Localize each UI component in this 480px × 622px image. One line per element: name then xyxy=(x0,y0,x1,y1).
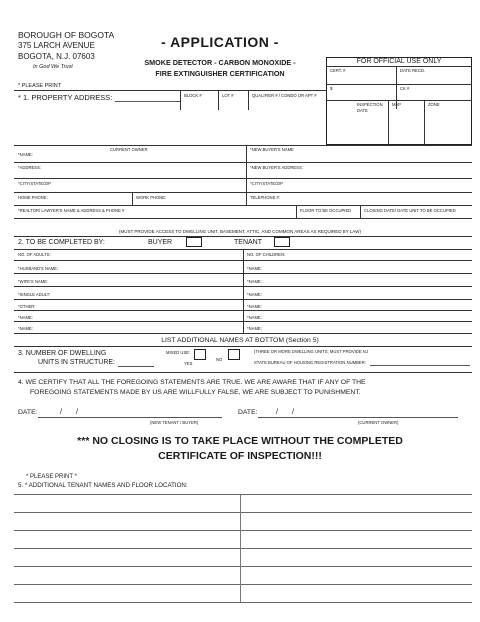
section3-line1: 3. NUMBER OF DWELLING xyxy=(18,350,107,357)
street-address: 375 LARCH AVENUE xyxy=(18,41,95,50)
registration-note-1: (THREE OR MORE DWELLING UNITS, MUST PROVIDE NJ xyxy=(254,349,368,354)
zone-label: ZONE xyxy=(428,102,440,107)
mixed-use-no-checkbox[interactable] xyxy=(228,349,240,360)
no-adults-label: NO. OF ADULTS: xyxy=(18,252,51,257)
current-owner-caption: (CURRENT OWNER) xyxy=(358,420,399,425)
realtor-label: *REALTOR/ LAWYER'S NAME & ADDRESS & PHONE # xyxy=(18,208,125,213)
left-name-row: *WIFE'S NAME: xyxy=(18,279,49,284)
dwelling-units-field[interactable] xyxy=(118,366,154,367)
official-use-title: FOR OFFICIAL USE ONLY xyxy=(356,58,442,65)
current-owner-label: CURRENT OWNER xyxy=(110,147,148,152)
date-slash: / xyxy=(292,409,294,416)
city-address: BOGOTA, N.J. 07603 xyxy=(18,52,95,61)
home-phone-label: HOME PHONE: xyxy=(18,195,48,200)
left-name-row: *NAME: xyxy=(18,326,33,331)
section5-label: 5. * ADDITIONAL TENANT NAMES AND FLOOR LOCATION: xyxy=(18,482,188,489)
owner-signature-line[interactable] xyxy=(258,417,458,418)
buyer-city-label: *CITY/STATE/ZIP xyxy=(250,181,283,186)
inspection-date-label: INSPECTION DATE xyxy=(357,102,383,113)
right-name-row: *NAME: xyxy=(247,266,262,271)
certify-line-1: 4. WE CERTIFY THAT ALL THE FOREGOING STATEMENTS ARE TRUE. WE ARE AWARE THAT IF ANY OF THE xyxy=(18,379,366,386)
right-name-row: *NAME: xyxy=(247,279,262,284)
closing-notice-1: *** NO CLOSING IS TO TAKE PLACE WITHOUT THE COMPLETED xyxy=(77,435,403,447)
date-slash: / xyxy=(60,409,62,416)
right-name-row: *NAME: xyxy=(247,326,262,331)
property-address-field[interactable] xyxy=(115,101,180,102)
buyer-checkbox[interactable] xyxy=(186,237,202,247)
dollar-label: $ xyxy=(330,86,333,91)
please-print-note: * PLEASE PRINT xyxy=(18,83,62,89)
date-slash: / xyxy=(76,409,78,416)
map-label: MAP xyxy=(392,102,402,107)
section3-line2: UNITS IN STRUCTURE: xyxy=(38,359,115,366)
mixed-use-yes-checkbox[interactable] xyxy=(194,349,206,360)
telephone-label: TELEPHONE #: xyxy=(250,195,281,200)
buyer-name-label: *NEW BUYER'S NAME xyxy=(250,147,294,152)
block-label: BLOCK # xyxy=(184,93,202,98)
owner-address-label: *ADDRESS: xyxy=(18,165,42,170)
official-use-box xyxy=(326,57,472,145)
section2-label: 2. TO BE COMPLETED BY: xyxy=(18,239,105,246)
left-name-row: *NAME: xyxy=(18,315,33,320)
work-phone-label: WORK PHONE: xyxy=(136,195,167,200)
motto: In God We Trust xyxy=(33,64,73,70)
floor-occupied-label: FLOOR TO BE OCCUPIED xyxy=(300,208,352,213)
certify-line-2: FOREGOING STATEMENTS MADE BY US ARE WILLFULLY FALSE, WE ARE SUBJECT TO PUNISHMENT. xyxy=(30,389,361,396)
owner-city-label: *CITY/STATE/ZIP xyxy=(18,181,51,186)
tenant-option-label: TENANT xyxy=(234,239,262,246)
left-name-row: *SINGLE ADULT: xyxy=(18,292,51,297)
form-title: - APPLICATION - xyxy=(161,34,279,50)
registration-note-2: STATE BUREAU OF HOUSING REGISTRATION NUMBER: xyxy=(254,360,366,365)
mixed-use-label: MIXED USE: xyxy=(166,350,191,355)
date-received-label: DATE RECD. xyxy=(400,68,426,73)
left-name-row: *HUSBAND'S NAME: xyxy=(18,266,59,271)
date-label-owner: DATE: xyxy=(238,409,258,416)
please-print-note-2: * PLEASE PRINT * xyxy=(26,474,77,480)
owner-name-label: *NAME: xyxy=(18,152,33,157)
left-name-row: *OTHER: xyxy=(18,304,36,309)
closing-notice-2: CERTIFICATE OF INSPECTION!!! xyxy=(158,450,322,462)
tenant-checkbox[interactable] xyxy=(274,237,290,247)
no-label: NO xyxy=(216,357,223,362)
registration-number-field[interactable] xyxy=(370,365,470,366)
access-note: (MUST PROVIDE ACCESS TO DWELLING UNIT, BASEMENT, ATTIC, AND COMMON AREAS AS REQUIRED BY LAW) xyxy=(119,229,361,234)
list-additional-note: LIST ADDITIONAL NAMES AT BOTTOM (Section 5) xyxy=(161,337,319,344)
qualifier-label: QUALIFIER # / CONDO OR APT # xyxy=(252,93,317,98)
closing-date-label: CLOSING DATE/ DATE UNIT TO BE OCCUPIED xyxy=(364,208,456,213)
no-children-label: NO. OF CHILDREN: xyxy=(247,252,286,257)
new-tenant-caption: (NEW TENANT / BUYER) xyxy=(150,420,199,425)
buyer-address-label: *NEW BUYER'S ADDRESS: xyxy=(250,165,303,170)
tenant-signature-line[interactable] xyxy=(38,417,222,418)
property-address-label: * 1. PROPERTY ADDRESS: xyxy=(18,93,113,102)
ck-label: CK # xyxy=(400,86,410,91)
cert-label: CERT. # xyxy=(330,68,346,73)
lot-label: LOT # xyxy=(222,93,234,98)
right-name-row: *NAME: xyxy=(247,315,262,320)
form-subtitle-2: FIRE EXTINGUISHER CERTIFICATION xyxy=(155,69,285,78)
date-slash: / xyxy=(276,409,278,416)
form-subtitle-1: SMOKE DETECTOR - CARBON MONOXIDE - xyxy=(144,58,296,67)
buyer-option-label: BUYER xyxy=(148,239,173,246)
right-name-row: *NAME: xyxy=(247,292,262,297)
right-name-row: *NAME: xyxy=(247,304,262,309)
borough-name: BOROUGH OF BOGOTA xyxy=(18,30,115,40)
yes-label: YES xyxy=(184,361,193,366)
date-label-tenant: DATE: xyxy=(18,409,38,416)
